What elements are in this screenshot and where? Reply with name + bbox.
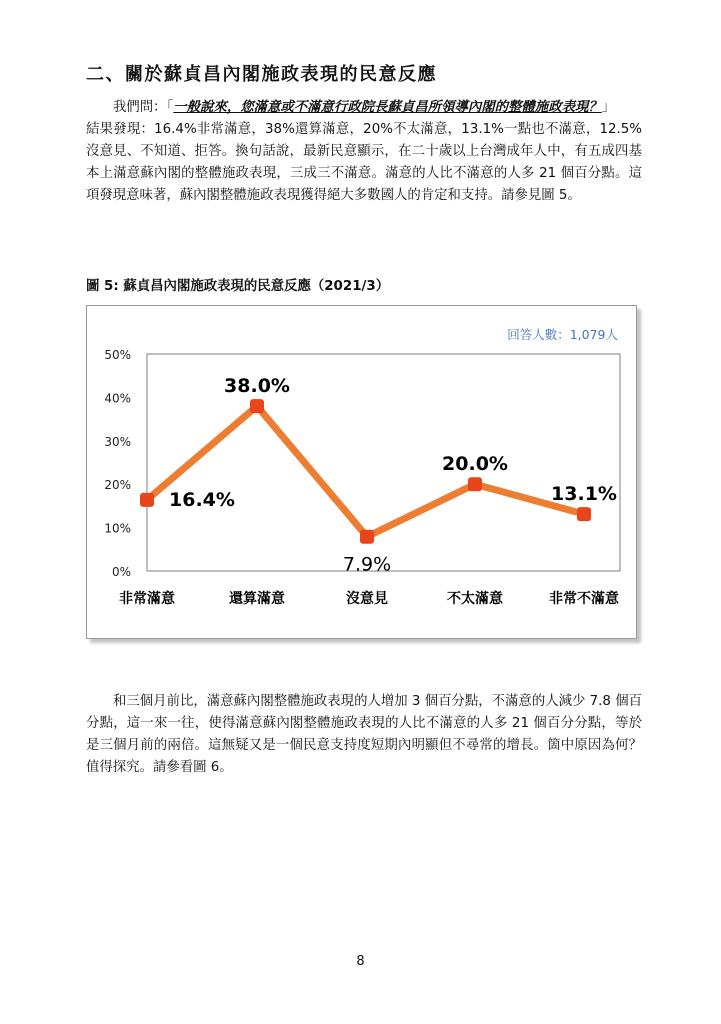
x-category-label: 非常滿意	[119, 591, 175, 607]
data-point	[250, 399, 264, 413]
y-tick-label: 20%	[104, 478, 131, 493]
question-lead: 我們問：「	[113, 100, 174, 115]
chart-frame	[86, 305, 637, 639]
question-close: 」	[601, 100, 616, 115]
data-label: 13.1%	[551, 483, 617, 506]
data-label: 20.0%	[442, 453, 508, 476]
data-point	[360, 530, 374, 544]
page-number: 8	[356, 954, 365, 969]
comparison-text: 和三個月前比，滿意蘇內閣整體施政表現的人增加 3 個百分點，不滿意的人減少 7.8 個百分點，這一來一往，使得滿意蘇內閣整體施政表現的人比不滿意的人多 21 個百分分點，等於是三個月前的兩倍。這無疑又是一個民意支持度短期內明顯但不尋常的增長。箇中原因為何？值得探究。請參看圖 6。	[86, 694, 642, 775]
x-category-label: 還算滿意	[229, 591, 285, 607]
series-line	[147, 406, 584, 537]
intro-paragraph	[86, 97, 642, 207]
data-point	[468, 477, 482, 491]
data-point	[577, 507, 591, 521]
y-tick-label: 30%	[104, 434, 131, 449]
x-category-label: 不太滿意	[447, 591, 503, 607]
survey-question: 一般說來，您滿意或不滿意行政院長蘇貞昌所領導內閣的整體施政表現？	[173, 100, 602, 115]
sample-size-note: 回答人數：1,079人	[507, 327, 618, 342]
line-chart	[87, 306, 636, 638]
results-text: 結果發現：16.4%非常滿意，38%還算滿意，20%不太滿意，13.1%一點也不滿意，12.5%沒意見、不知道、拒答。換句話說，最新民意顯示，在二十歲以上台灣成年人中，有五成四基本上滿意蘇內閣的整體施政表現，三成三不滿意。滿意的人比不滿意的人多 21 個百分點。這項發現意味著，蘇內閣整體施政表現獲得絕大多數國人的肯定和支持。請參見圖 5。	[86, 122, 642, 203]
comparison-paragraph	[86, 691, 642, 779]
y-tick-label: 10%	[104, 521, 131, 536]
figure-caption: 圖 5: 蘇貞昌內閣施政表現的民意反應（2021/3）	[86, 279, 390, 294]
data-point	[140, 493, 154, 507]
x-category-label: 沒意見	[346, 591, 388, 607]
data-label: 16.4%	[169, 488, 235, 511]
plot-area	[147, 354, 620, 571]
y-tick-label: 50%	[104, 348, 131, 362]
data-label: 7.9%	[342, 553, 392, 576]
y-tick-label: 40%	[104, 391, 131, 406]
data-label: 38.0%	[224, 375, 290, 398]
y-tick-label: 0%	[111, 565, 131, 579]
section-heading: 二、關於蘇貞昌內閣施政表現的民意反應	[86, 64, 437, 85]
x-category-label: 非常不滿意	[549, 591, 619, 607]
